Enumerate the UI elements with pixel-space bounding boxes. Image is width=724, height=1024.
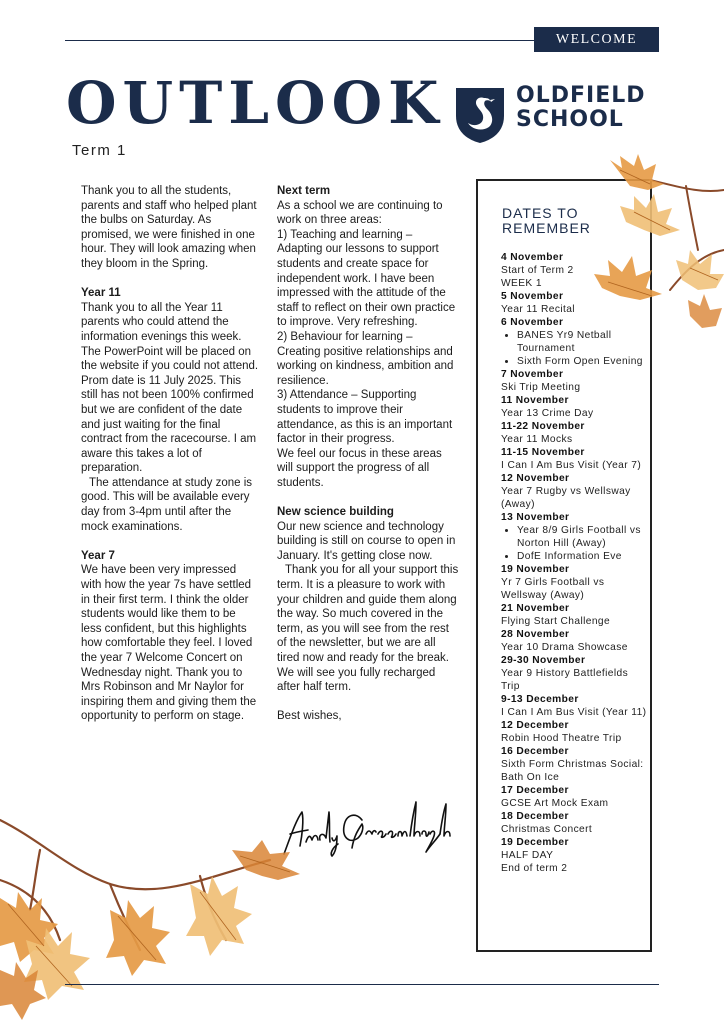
- date-event: Sixth Form Christmas Social: Bath On Ice: [501, 759, 644, 783]
- date-heading: 11 November: [501, 395, 569, 406]
- science-paragraph: Our new science and technology building is still on course to open in January. It's getting close now.: [277, 520, 456, 562]
- date-event: Year 11 Recital: [501, 304, 575, 315]
- intro-paragraph: Thank you to all the students, parents and staff who helped plant the bulbs on Saturday. As promised, we were finished in one hour. They will look amazing when they bloom in the Spring.: [81, 185, 257, 270]
- autumn-leaves-decoration-right: [590, 150, 724, 340]
- date-heading: 7 November: [501, 369, 564, 380]
- date-heading: 5 November: [501, 291, 564, 302]
- school-logo: [454, 83, 646, 144]
- logo-wordmark: OLDFIELD SCHOOL: [516, 83, 646, 132]
- date-event: End of term 2: [501, 863, 568, 874]
- date-event: Yr 7 Girls Football vs Wellsway (Away): [501, 577, 605, 601]
- focus-point-1: 1) Teaching and learning – Adapting our lessons to support students and create space for independent work. I have been impressed with the attitude of the staff to reflect on their own practice to improve. Very refreshing.: [277, 228, 456, 329]
- date-event: Year 10 Drama Showcase: [501, 642, 628, 653]
- date-event: I Can I Am Bus Visit (Year 11): [501, 707, 647, 718]
- date-event: GCSE Art Mock Exam: [501, 798, 609, 809]
- autumn-leaves-decoration-bottom: [0, 800, 330, 1024]
- date-event: Ski Trip Meeting: [501, 382, 581, 393]
- date-event: HALF DAY: [501, 850, 554, 861]
- date-heading: 28 November: [501, 629, 570, 640]
- newsletter-title: OUTLOOK: [66, 69, 445, 137]
- column-left: [81, 184, 259, 724]
- date-event-bullet: • Year 8/9 Girls Football vs Norton Hill (Away): [517, 524, 649, 550]
- dates-title: DATES TO REMEMBER: [502, 205, 591, 236]
- next-term-intro: As a school we are continuing to work on three areas:: [277, 199, 443, 227]
- date-event: Start of Term 2: [501, 265, 574, 276]
- date-event: I Can I Am Bus Visit (Year 7): [501, 460, 642, 471]
- date-heading: 17 December: [501, 785, 569, 796]
- date-heading: 18 December: [501, 811, 569, 822]
- date-event: Year 11 Mocks: [501, 434, 573, 445]
- focus-point-3: 3) Attendance – Supporting students to improve their attendance, as this is an important factor in their progress.: [277, 389, 453, 446]
- date-event: Year 7 Rugby vs Wellsway (Away): [501, 486, 631, 510]
- date-event-bullet: • DofE Information Eve: [517, 550, 649, 563]
- term-label: Term 1: [72, 142, 127, 159]
- year11-paragraph-2: The attendance at study zone is good. This will be available every day from 3-4pm until after the mock examinations.: [81, 476, 253, 533]
- top-rule: [65, 40, 535, 41]
- date-heading: 11-22 November: [501, 421, 585, 432]
- date-event: Robin Hood Theatre Trip: [501, 733, 622, 744]
- thanks-paragraph: Thank you for all your support this term. It is a pleasure to work with your children and guide them along the way. So much covered in the term, as you will see from the rest of the newsletter, but we are all tired now and ready for the break. We will see you fully recharged after half term.: [277, 564, 459, 694]
- dates-list: [501, 251, 649, 875]
- date-heading: 29-30 November: [501, 655, 586, 666]
- science-heading: New science building: [277, 506, 394, 519]
- date-heading: 19 November: [501, 564, 570, 575]
- date-event-list: [501, 524, 649, 563]
- date-heading: 19 December: [501, 837, 569, 848]
- date-event: Flying Start Challenge: [501, 616, 611, 627]
- year11-heading: Year 11: [81, 287, 121, 300]
- date-event-bullet: • BANES Yr9 Netball Tournament: [517, 329, 649, 355]
- bottom-rule: [65, 984, 659, 985]
- date-event-bullet: • Sixth Form Open Evening: [517, 355, 649, 368]
- swan-shield-icon: [454, 86, 506, 144]
- signoff: Best wishes,: [277, 710, 342, 723]
- date-heading: 6 November: [501, 317, 564, 328]
- date-heading: 4 November: [501, 252, 564, 263]
- focus-summary: We feel our focus in these areas will support the progress of all students.: [277, 447, 442, 489]
- date-heading: 11-15 November: [501, 447, 585, 458]
- date-heading: 13 November: [501, 512, 570, 523]
- year7-heading: Year 7: [81, 549, 115, 562]
- date-heading: 12 December: [501, 720, 569, 731]
- date-heading: 21 November: [501, 603, 570, 614]
- focus-point-2: 2) Behaviour for learning – Creating positive relationships and working on kindness, ambition and resilience.: [277, 330, 454, 387]
- column-middle: [277, 184, 459, 724]
- date-event: Year 13 Crime Day: [501, 408, 594, 419]
- date-event: WEEK 1: [501, 278, 542, 289]
- date-heading: 9-13 December: [501, 694, 579, 705]
- date-event: Christmas Concert: [501, 824, 593, 835]
- date-event: Year 9 History Battlefields Trip: [501, 668, 629, 692]
- year11-paragraph: Thank you to all the Year 11 parents who could attend the information evenings this week. The PowerPoint will be placed on the website if you could not attend. Prom date is 11 July 2025. This still has not been 100% confirmed but we are confident of the date and just waiting for the final contract from the racecourse. I am aware this takes a lot of preparation.: [81, 301, 259, 475]
- date-heading: 12 November: [501, 473, 570, 484]
- date-heading: 16 December: [501, 746, 569, 757]
- welcome-tab: WELCOME: [534, 27, 659, 52]
- next-term-heading: Next term: [277, 185, 331, 197]
- year7-paragraph: We have been very impressed with how the year 7s have settled in their first term. I think the older students would like them to be less confident, but this highlights how comfortable they feel. I loved the year 7 Welcome Concert on Wednesday night. Thank you to Mrs Robinson and Mr Naylor for inspiring them and giving them the opportunity to perform on stage.: [81, 564, 257, 723]
